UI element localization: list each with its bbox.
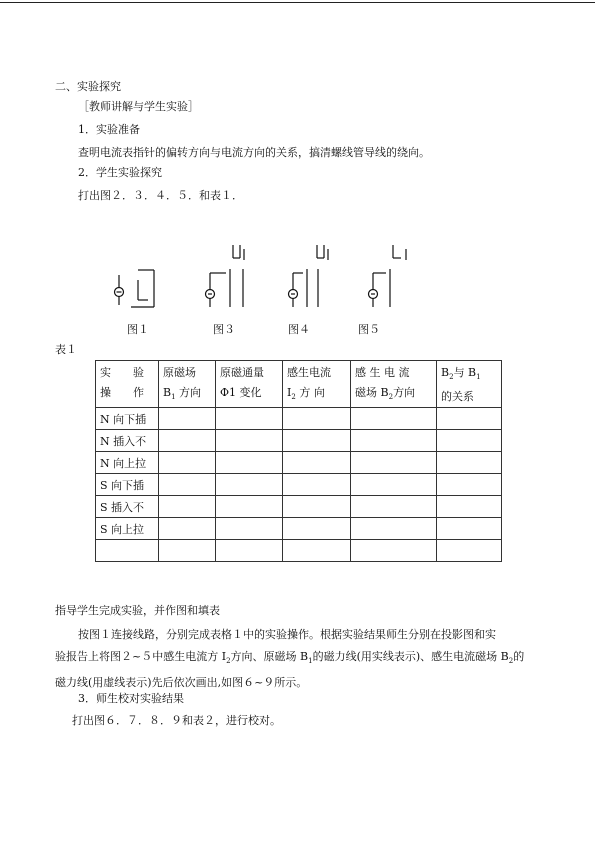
header-original-field: 原磁场 $B_1$ 方向 [159, 361, 216, 408]
experiment-table [95, 360, 502, 562]
figure-3-diagram [206, 245, 245, 307]
step3-title: 3．师生校对实验结果 [78, 692, 184, 705]
table-row [96, 408, 502, 430]
paragraph-line-1: 按图１连接线路，分别完成表格１中的实验操作。根据实验结果师生分别在投影图和实 [78, 628, 496, 641]
instruction-paragraph [55, 624, 545, 694]
row-label: N 向上拉 [96, 452, 159, 474]
circuit-diagrams [0, 225, 595, 320]
row-label: N 向下插 [96, 408, 159, 430]
row-label: S 插入不 [96, 496, 159, 518]
row-label: N 插入不 [96, 430, 159, 452]
figure-1-diagram [115, 270, 155, 307]
table-label: 表１ [55, 343, 77, 356]
paragraph-line-3: 磁力线(用虚线表示)先后依次画出,如图６~９所示。 [55, 676, 308, 690]
step1-text: 查明电流表指针的偏转方向与电流方向的关系，搞清螺线管导线的绕向。 [78, 146, 430, 159]
figures-row [0, 225, 595, 345]
header-flux-change: 原磁通量 Φ1 变化 [216, 361, 283, 408]
figure-5-caption: 图５ [358, 323, 380, 336]
table-row [96, 540, 502, 562]
row-label: S 向上拉 [96, 518, 159, 540]
header-relation: $B_2$与 $B_1$ 的关系 [437, 361, 502, 408]
step2-text: 打出图２．３．４．５．和表１． [78, 189, 243, 202]
header-induced-current: 感生电流 $I_2$ 方 向 [283, 361, 351, 408]
table-row [96, 430, 502, 452]
paragraph-line-2: 验报告上将图２~５中感生电流方 $I_2$方向、原磁场 $B_1$的磁力线(用实线表示)、感生电流磁场 $B_2$的 [55, 650, 525, 666]
figure-4-diagram [289, 245, 329, 307]
figure-3-caption: 图３ [213, 323, 235, 336]
figure-5-diagram [369, 245, 407, 307]
table-row [96, 518, 502, 540]
guide-text: 指导学生完成实验，并作图和填表 [55, 604, 220, 617]
section-title: 二、实验探究 [55, 80, 121, 93]
row-label [96, 540, 159, 562]
page-top-rule [0, 2, 595, 3]
step3-text: 打出图６．７．８．９和表２，进行校对。 [72, 714, 281, 727]
table-row [96, 496, 502, 518]
header-operation: 实 验 操 作 [96, 361, 159, 408]
subtitle: ［教师讲解与学生实验］ [78, 100, 199, 113]
step1-title: 1．实验准备 [78, 123, 140, 136]
table-row [96, 474, 502, 496]
row-label: S 向下插 [96, 474, 159, 496]
figure-1-caption: 图１ [127, 323, 149, 336]
header-induced-field: 感 生 电 流 磁场 $B_2$方向 [351, 361, 437, 408]
table-header-row [96, 361, 502, 408]
figure-4-caption: 图４ [288, 323, 310, 336]
step2-title: 2．学生实验探究 [78, 166, 162, 179]
table-row [96, 452, 502, 474]
